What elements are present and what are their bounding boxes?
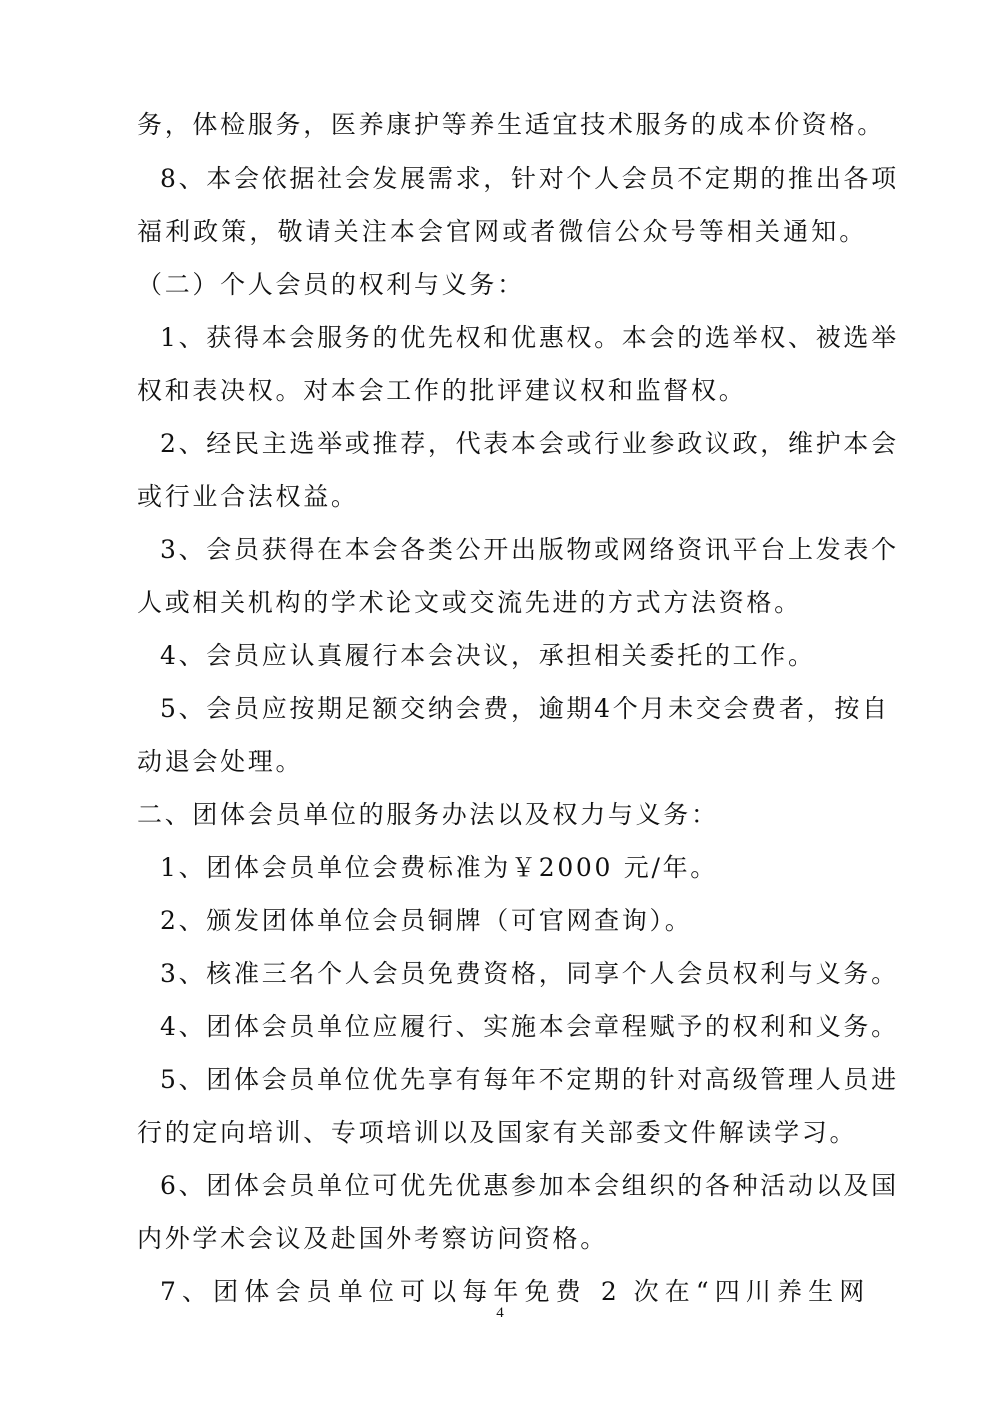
text-line: 3、会员获得在本会各类公开出版物或网络资讯平台上发表个 [160,535,899,564]
text-line: 行的定向培训、专项培训以及国家有关部委文件解读学习。 [137,1118,858,1147]
text-line: 人或相关机构的学术论文或交流先进的方式方法资格。 [137,588,802,617]
text-line: 3、核准三名个人会员免费资格，同享个人会员权利与义务。 [160,959,899,988]
text-line: 4、会员应认真履行本会决议，承担相关委托的工作。 [160,641,816,670]
text-line: 福利政策，敬请关注本会官网或者微信公众号等相关通知。 [137,217,867,246]
text-line: 务，体检服务，医养康护等养生适宜技术服务的成本价资格。 [137,110,885,139]
text-line: 1、团体会员单位会费标准为￥2000 元/年。 [160,853,718,882]
text-line: 2、经民主选举或推荐，代表本会或行业参政议政，维护本会 [160,429,899,458]
text-line: 或行业合法权益。 [137,482,359,511]
text-line: 1、获得本会服务的优先权和优惠权。本会的选举权、被选举 [160,323,899,352]
page-number: 4 [496,1305,504,1321]
text-line: 4、团体会员单位应履行、实施本会章程赋予的权利和义务。 [160,1012,899,1041]
section-heading: 二、团体会员单位的服务办法以及权力与义务： [137,800,719,829]
text-line: 5、会员应按期足额交纳会费，逾期4个月未交会费者，按自 [160,694,890,723]
text-line: 内外学术会议及赴国外考察访问资格。 [137,1224,608,1253]
text-line: 8、本会依据社会发展需求，针对个人会员不定期的推出各项 [160,164,899,193]
text-line: 7、团体会员单位可以每年免费 2 次在“四川养生网 [160,1277,867,1306]
text-line: 2、颁发团体单位会员铜牌（可官网查询）。 [160,906,693,935]
text-line: 动退会处理。 [137,747,304,776]
text-line: 5、团体会员单位优先享有每年不定期的针对高级管理人员进 [160,1065,899,1094]
section-subheading: （二）个人会员的权利与义务： [137,270,525,299]
text-line: 6、团体会员单位可优先优惠参加本会组织的各种活动以及国 [160,1171,899,1200]
text-line: 权和表决权。对本会工作的批评建议权和监督权。 [137,376,747,405]
